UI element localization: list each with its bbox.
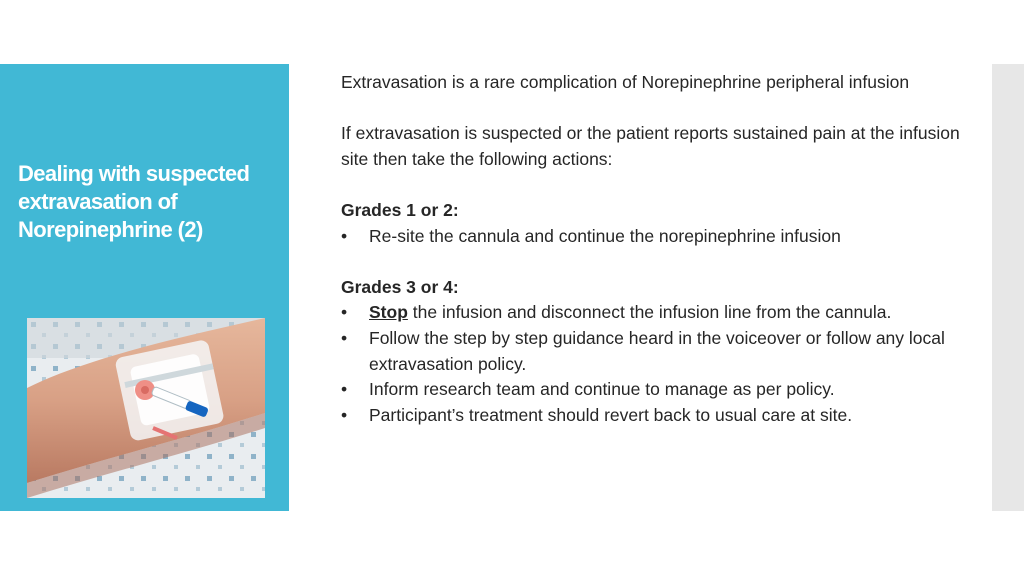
list-item xyxy=(341,224,961,250)
iv-cannula-photo-icon xyxy=(27,318,265,498)
instruction-text: If extravasation is suspected or the patient reports sustained pain at the infusion site then take the following actions: xyxy=(341,123,960,169)
bullet-icon: • xyxy=(341,404,348,425)
slide-body xyxy=(341,70,961,428)
bullet-icon: • xyxy=(341,302,348,323)
slide-title: Dealing with suspected extravasation of Norepinephrine (2) xyxy=(18,161,250,242)
list-item-text: Inform research team and continue to manage as per policy. xyxy=(369,379,835,400)
grade-3-4-list xyxy=(341,300,961,428)
list-item xyxy=(341,326,961,377)
list-item-text: Re-site the cannula and continue the norepinephrine infusion xyxy=(369,225,841,246)
grade-1-2-heading: Grades 1 or 2: xyxy=(341,199,459,220)
right-scroll-strip xyxy=(992,64,1024,511)
list-item-text: Follow the step by step guidance heard in the voiceover or follow any local extravasation policy. xyxy=(369,327,945,374)
grade-1-2-list xyxy=(341,224,961,250)
iv-cannula-photo xyxy=(27,318,265,498)
list-item xyxy=(341,403,961,429)
title-panel xyxy=(0,64,289,511)
stop-emphasis: Stop xyxy=(369,302,408,323)
list-item xyxy=(341,377,961,403)
grade-3-4-heading: Grades 3 or 4: xyxy=(341,276,459,297)
bullet-icon: • xyxy=(341,225,348,246)
bullet-icon: • xyxy=(341,327,348,348)
list-item-text: Participant’s treatment should revert back to usual care at site. xyxy=(369,404,853,425)
intro-text: Extravasation is a rare complication of Norepinephrine peripheral infusion xyxy=(341,72,910,92)
list-item xyxy=(341,300,961,326)
list-item-text: the infusion and disconnect the infusion line from the cannula. xyxy=(407,302,892,323)
bullet-icon: • xyxy=(341,379,348,400)
